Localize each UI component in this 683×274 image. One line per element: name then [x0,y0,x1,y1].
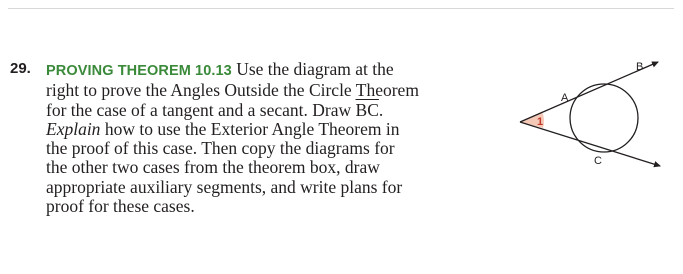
tangent-ray [520,122,660,166]
tangent-secant-diagram [508,58,668,184]
text-line-3-end: . [378,99,384,120]
circle [570,84,638,152]
label-a: A [561,92,569,104]
text-line-3 [46,101,490,120]
exercise-text [46,60,490,216]
text-line-7: appropriate auxiliary segments, and write plans for [46,176,403,197]
text-line-8: proof for these cases. [46,196,195,217]
segment-bc: $\overline{BC}$ [355,99,379,120]
text-line-4 [46,120,490,139]
top-divider [8,8,674,9]
label-b: B [636,61,644,73]
exercise-number: 29. [10,60,31,77]
explain-word: Explain [46,118,101,139]
exercise-heading: PROVING THEOREM 10.13 [46,63,232,79]
text-line-1-body: Use the diagram at the [236,59,394,79]
text-line-6: the other two cases from the theorem box, draw [46,157,380,178]
text-line-5: the proof of this case. Then copy the diagrams for [46,138,395,159]
label-c: C [594,155,602,167]
exercise-29 [10,60,490,216]
text-line-3-start: for the case of a tangent and a secant. Draw [46,99,356,120]
angle-1-label: 1 [537,116,544,128]
diagram-svg [508,58,668,184]
text-line-4-body: how to use the Exterior Angle Theorem in [100,118,400,139]
text-line-1 [46,60,490,81]
text-line-2: right to prove the Angles Outside the Circle Theorem [46,80,419,101]
